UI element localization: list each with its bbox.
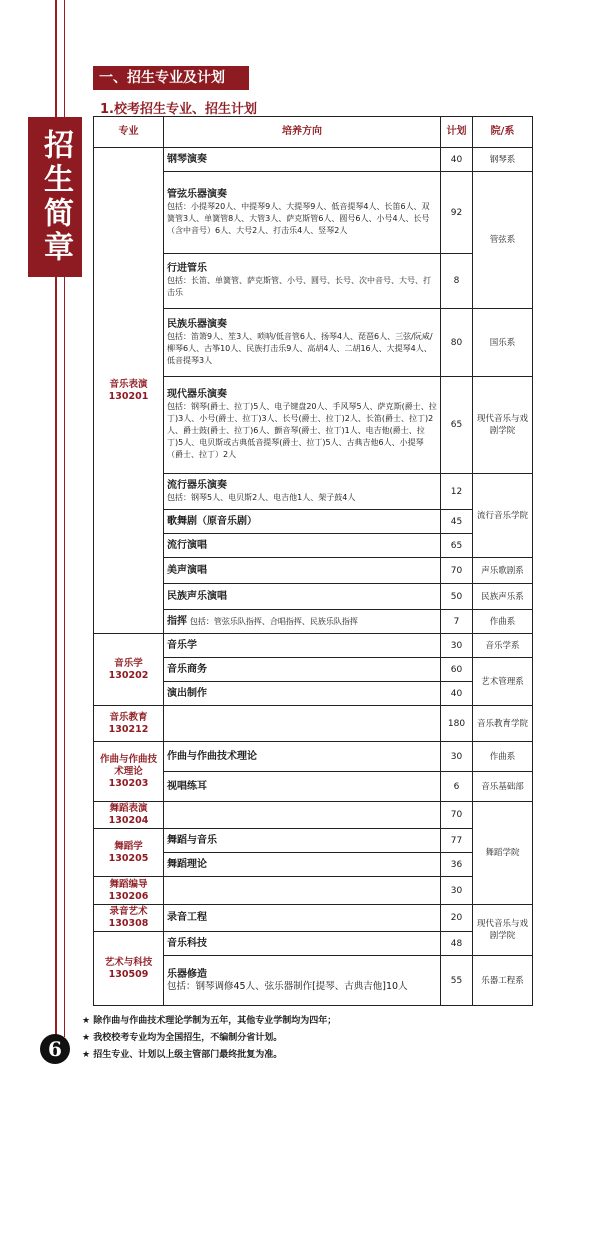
table-header — [94, 117, 533, 148]
plan-cell: 45 — [441, 510, 473, 534]
plan-cell: 70 — [441, 802, 473, 829]
direction-cell — [164, 706, 441, 742]
direction-cell: 音乐商务 — [164, 658, 441, 682]
major-cell: 录音艺术 130308 — [94, 905, 164, 932]
direction-cell: 民族乐器演奏 包括：笛箫9人、笙3人、唢呐/低音管6人、扬琴4人、琵琶6人、三弦/阮咸/柳琴6人、古筝10人、民族打击乐9人、高胡4人、二胡16人、大提琴4人、低音提琴3人 — [164, 309, 441, 377]
enrollment-table — [93, 116, 533, 1006]
plan-cell: 6 — [441, 772, 473, 802]
table-row — [94, 706, 533, 742]
table-row — [94, 634, 533, 658]
direction-cell: 音乐科技 — [164, 932, 441, 956]
dept-cell: 钢琴系 — [473, 148, 533, 172]
section-title: 一、招生专业及计划 — [93, 66, 249, 90]
dept-cell: 舞蹈学院 — [473, 802, 533, 905]
direction-cell: 民族声乐演唱 — [164, 584, 441, 610]
footnote: ★ 招生专业、计划以上级主管部门最终批复为准。 — [82, 1050, 283, 1060]
dept-cell: 声乐歌剧系 — [473, 558, 533, 584]
plan-cell: 30 — [441, 877, 473, 905]
dept-cell: 音乐教育学院 — [473, 706, 533, 742]
table-row — [94, 905, 533, 932]
direction-cell: 现代器乐演奏 包括：钢琴(爵士、拉丁)5人、电子键盘20人、手风琴5人、萨克斯(爵士、拉丁)3人、小号(爵士、拉丁)3人、长号(爵士、拉丁)2人、长笛(爵士、拉丁)2人、爵士鼓(爵士、拉丁)6人、颤音琴(爵士、拉丁)1人、电吉他(爵士、拉丁)5人、电贝斯或古典低音提琴(爵士、拉丁)5人、古典吉他6人、小提琴（爵士、拉丁）2人 — [164, 377, 441, 474]
plan-cell: 180 — [441, 706, 473, 742]
major-cell: 音乐学 130202 — [94, 634, 164, 706]
direction-cell: 歌舞剧（原音乐剧） — [164, 510, 441, 534]
header-direction: 培养方向 — [164, 117, 441, 148]
direction-cell — [164, 802, 441, 829]
plan-cell: 8 — [441, 254, 473, 309]
direction-cell: 作曲与作曲技术理论 — [164, 742, 441, 772]
plan-cell: 55 — [441, 956, 473, 1006]
major-cell: 音乐教育 130212 — [94, 706, 164, 742]
dept-cell: 流行音乐学院 — [473, 474, 533, 558]
subsection-title: 1.校考招生专业、招生计划 — [100, 102, 257, 117]
plan-cell: 48 — [441, 932, 473, 956]
direction-cell: 钢琴演奏 — [164, 148, 441, 172]
table-row — [94, 932, 533, 956]
plan-cell: 65 — [441, 377, 473, 474]
header-plan: 计划 — [441, 117, 473, 148]
page-number: 6 — [40, 1034, 70, 1064]
direction-cell — [164, 877, 441, 905]
header-dept: 院/系 — [473, 117, 533, 148]
dept-cell: 民族声乐系 — [473, 584, 533, 610]
plan-cell: 36 — [441, 853, 473, 877]
direction-cell: 录音工程 — [164, 905, 441, 932]
plan-cell: 12 — [441, 474, 473, 510]
dept-cell: 国乐系 — [473, 309, 533, 377]
direction-cell: 指挥 包括：管弦乐队指挥、合唱指挥、民族乐队指挥 — [164, 610, 441, 634]
table-row — [94, 877, 533, 905]
plan-cell: 30 — [441, 634, 473, 658]
direction-cell: 行进管乐 包括：长笛、单簧管、萨克斯管、小号、圆号、长号、次中音号、大号、打击乐 — [164, 254, 441, 309]
dept-cell: 音乐基础部 — [473, 772, 533, 802]
major-cell: 舞蹈学 130205 — [94, 829, 164, 877]
major-cell: 舞蹈表演 130204 — [94, 802, 164, 829]
table-row — [94, 148, 533, 172]
direction-cell: 音乐学 — [164, 634, 441, 658]
major-cell: 艺术与科技 130509 — [94, 932, 164, 1006]
plan-cell: 92 — [441, 172, 473, 254]
plan-cell: 80 — [441, 309, 473, 377]
plan-cell: 77 — [441, 829, 473, 853]
dept-cell: 现代音乐与戏剧学院 — [473, 905, 533, 956]
dept-cell: 乐器工程系 — [473, 956, 533, 1006]
footnotes — [82, 1013, 542, 1064]
plan-cell: 70 — [441, 558, 473, 584]
decorative-line — [64, 0, 65, 117]
dept-cell: 艺术管理系 — [473, 658, 533, 706]
major-cell: 作曲与作曲技术理论 130203 — [94, 742, 164, 802]
direction-cell: 舞蹈理论 — [164, 853, 441, 877]
direction-cell: 乐器修造 包括：钢琴调修45人、弦乐器制作[提琴、古典吉他]10人 — [164, 956, 441, 1006]
direction-cell: 视唱练耳 — [164, 772, 441, 802]
table-row — [94, 742, 533, 772]
plan-cell: 60 — [441, 658, 473, 682]
plan-cell: 65 — [441, 534, 473, 558]
direction-cell: 舞蹈与音乐 — [164, 829, 441, 853]
plan-cell: 7 — [441, 610, 473, 634]
footnote: ★ 我校校考专业均为全国招生，不编制分省计划。 — [82, 1033, 283, 1043]
direction-cell: 美声演唱 — [164, 558, 441, 584]
direction-cell: 流行演唱 — [164, 534, 441, 558]
sidebar-tag: 招生简章 — [28, 117, 82, 277]
footnote: ★ 除作曲与作曲技术理论学制为五年，其他专业学制均为四年； — [82, 1016, 337, 1026]
major-cell: 舞蹈编导 130206 — [94, 877, 164, 905]
dept-cell: 音乐学系 — [473, 634, 533, 658]
dept-cell: 作曲系 — [473, 742, 533, 772]
major-cell: 音乐表演 130201 — [94, 148, 164, 634]
plan-cell: 50 — [441, 584, 473, 610]
plan-cell: 40 — [441, 682, 473, 706]
direction-cell: 流行器乐演奏 包括：钢琴5人、电贝斯2人、电吉他1人、架子鼓4人 — [164, 474, 441, 510]
decorative-line — [64, 277, 65, 1037]
table-row — [94, 829, 533, 853]
dept-cell: 现代音乐与戏剧学院 — [473, 377, 533, 474]
plan-cell: 30 — [441, 742, 473, 772]
dept-cell: 管弦系 — [473, 172, 533, 309]
decorative-line — [55, 277, 57, 1037]
header-major: 专业 — [94, 117, 164, 148]
plan-cell: 40 — [441, 148, 473, 172]
dept-cell: 作曲系 — [473, 610, 533, 634]
direction-cell: 管弦乐器演奏 包括：小提琴20人、中提琴9人、大提琴9人、低音提琴4人、长笛6人、双簧管3人、单簧管8人、大管3人、萨克斯管6人、圆号6人、小号4人、长号（含中音号）6人、大号2人、打击乐4人、竖琴2人 — [164, 172, 441, 254]
decorative-line — [55, 0, 57, 117]
plan-cell: 20 — [441, 905, 473, 932]
table-row — [94, 802, 533, 829]
direction-cell: 演出制作 — [164, 682, 441, 706]
